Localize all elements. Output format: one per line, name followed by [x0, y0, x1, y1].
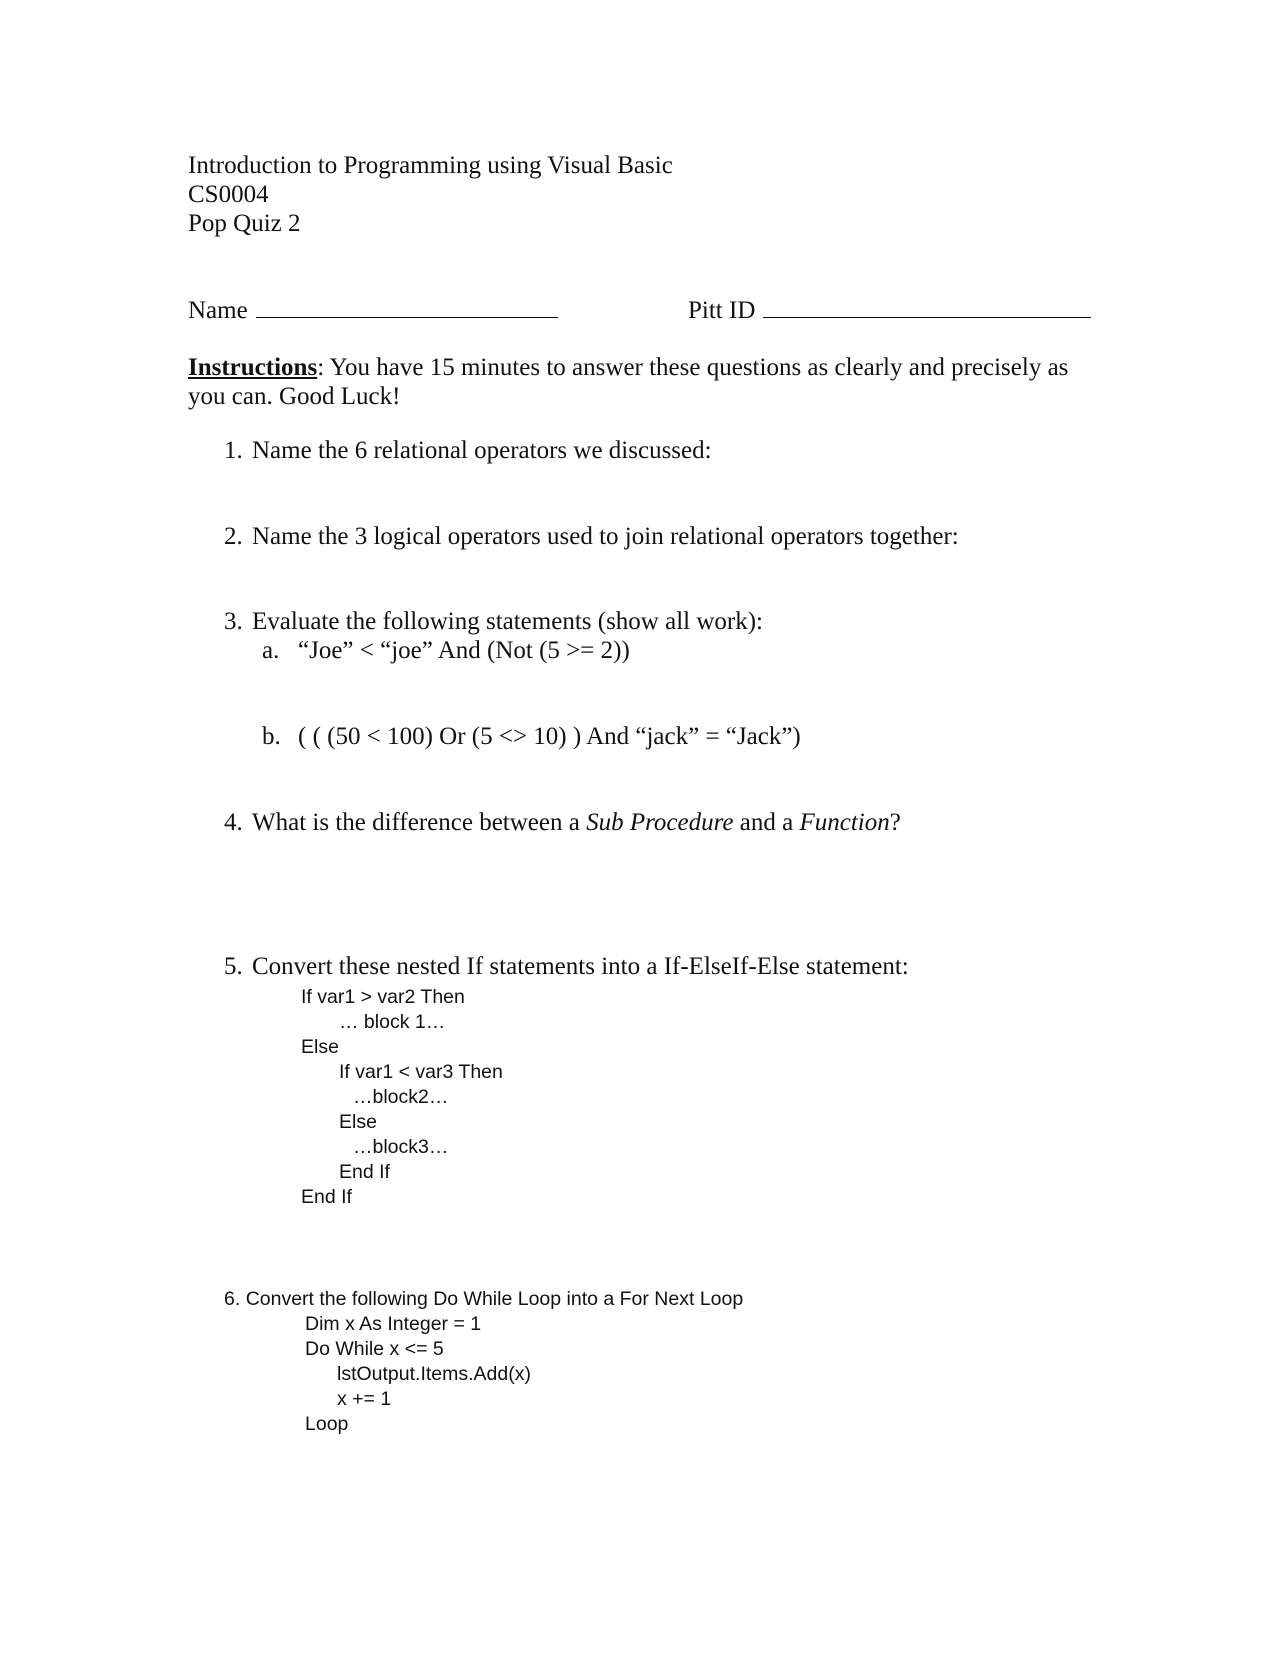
course-code: CS0004	[188, 181, 269, 208]
question-text: Name the 6 relational operators we discussed:	[252, 437, 712, 464]
question-text: Convert the following Do While Loop into a For Next Loop	[245, 1288, 744, 1310]
question-5	[224, 952, 909, 981]
part-letter: b.	[262, 723, 281, 750]
question-3	[224, 607, 763, 636]
term-sub-procedure: Sub Procedure	[586, 809, 734, 836]
quiz-title: Pop Quiz 2	[188, 210, 301, 237]
code-line: …block2…	[353, 1086, 449, 1108]
question-text-before: What is the difference between a	[252, 809, 587, 836]
question-4	[224, 808, 901, 837]
question-text: Evaluate the following statements (show all work):	[252, 608, 763, 635]
question-3a	[262, 636, 630, 665]
question-number: 2.	[224, 523, 243, 550]
pitt-id-blank-line	[763, 297, 1091, 318]
question-number: 4.	[224, 809, 243, 836]
code-line: Else	[339, 1111, 377, 1133]
question-text-after: ?	[889, 809, 901, 836]
part-text: “Joe” < “joe” And (Not (5 >= 2))	[298, 637, 630, 664]
question-text-mid: and a	[733, 809, 800, 836]
question-1	[224, 436, 712, 465]
pitt-id-label: Pitt ID	[688, 297, 756, 324]
instructions-label: Instructions	[188, 354, 318, 381]
question-6	[224, 1287, 743, 1312]
question-2	[224, 522, 959, 551]
question-number: 1.	[224, 437, 243, 464]
part-text: ( ( (50 < 100) Or (5 <> 10) ) And “jack” = “Jack”)	[298, 723, 801, 750]
code-line: …block3…	[353, 1136, 449, 1158]
code-line: Loop	[305, 1413, 349, 1435]
pitt-id-field	[688, 296, 1091, 325]
document-header	[188, 151, 673, 238]
code-line: Dim x As Integer = 1	[305, 1313, 482, 1335]
code-line: End If	[339, 1161, 390, 1183]
name-field	[188, 296, 558, 325]
question-3b	[262, 722, 801, 751]
code-line: Else	[301, 1036, 339, 1058]
question-text: Name the 3 logical operators used to join relational operators together:	[252, 523, 959, 550]
code-block-nested-if	[301, 985, 503, 1210]
code-line: x += 1	[337, 1388, 392, 1410]
question-text: Convert these nested If statements into a If-ElseIf-Else statement:	[252, 953, 909, 980]
code-line: … block 1…	[339, 1011, 446, 1033]
name-label: Name	[188, 297, 248, 324]
instructions	[188, 353, 1088, 411]
code-line: End If	[301, 1186, 352, 1208]
part-letter: a.	[262, 637, 280, 664]
name-blank-line	[256, 297, 558, 318]
code-line: Do While x <= 5	[305, 1338, 444, 1360]
instructions-text: : You have 15 minutes to answer these questions as clearly and precisely as you can. Good Luck!	[188, 354, 1069, 410]
course-title: Introduction to Programming using Visual Basic	[188, 152, 673, 179]
question-number: 3.	[224, 608, 243, 635]
code-line: If var1 < var3 Then	[339, 1061, 503, 1083]
question-number: 5.	[224, 953, 243, 980]
question-number: 6.	[224, 1288, 241, 1310]
code-block-do-while	[305, 1312, 531, 1437]
term-function: Function	[799, 809, 890, 836]
code-line: If var1 > var2 Then	[301, 986, 465, 1008]
code-line: lstOutput.Items.Add(x)	[337, 1363, 531, 1385]
